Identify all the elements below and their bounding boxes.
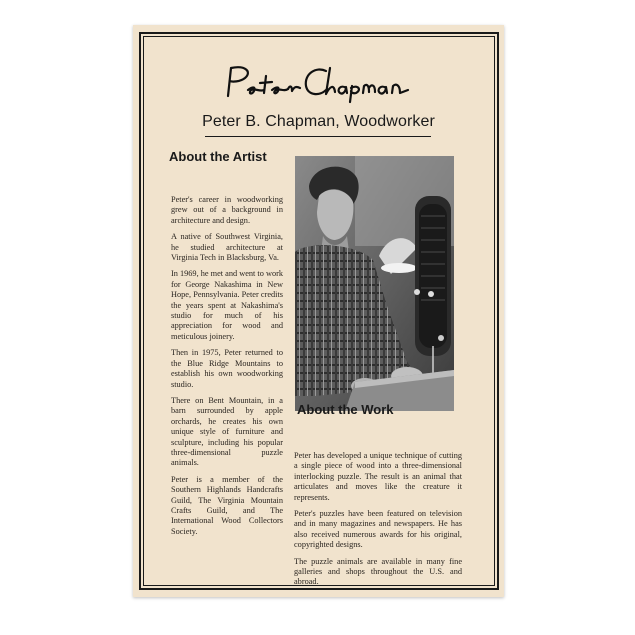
- info-card: [133, 25, 504, 597]
- artist-paragraph: Peter's career in woodworking grew out of a background in architecture and design.: [171, 195, 283, 225]
- artist-paragraph: A native of Southwest Virginia, he studied architecture at Virginia Tech in Blacksburg, Va.: [171, 232, 283, 263]
- about-work-text: [294, 451, 462, 594]
- work-paragraph: The puzzle animals are available in many fine galleries and shops throughout the U.S. and abroad.: [294, 556, 462, 587]
- work-paragraph: Peter's puzzles have been featured on television and in many magazines and newspapers. He has also received numerous awards for his original, copyrighted designs.: [294, 509, 462, 550]
- signature: [222, 62, 412, 104]
- artist-paragraph: In 1969, he met and went to work for George Nakashima in New Hope, Pennsylvania. Peter credits the years spent at Nakashima's studio for much of his appreciation for wood and meticulous joinery.: [171, 269, 283, 341]
- about-work-heading: About the Work: [297, 402, 394, 417]
- about-artist-text: [171, 195, 283, 543]
- about-artist-heading: About the Artist: [169, 149, 267, 164]
- subtitle-underline: [205, 136, 431, 137]
- artist-paragraph: Peter is a member of the Southern Highlands Handcrafts Guild, The Virginia Mountain Crafts Guild, and The International Wood Collectors Society.: [171, 474, 283, 536]
- artist-photo: [295, 156, 454, 411]
- subtitle: Peter B. Chapman, Woodworker: [202, 113, 435, 130]
- work-paragraph: Peter has developed a unique technique of cutting a single piece of wood into a three-dimensional interlocking puzzle. The result is an animal that articulates and moves like the creature it represents.: [294, 451, 462, 502]
- artist-paragraph: Then in 1975, Peter returned to the Blue Ridge Mountains to establish his own woodworking studio.: [171, 348, 283, 389]
- artist-paragraph: There on Bent Mountain, in a barn surrounded by apple orchards, he creates his own unique style of furniture and sculpture, including his popular three-dimensional puzzle animals.: [171, 395, 283, 468]
